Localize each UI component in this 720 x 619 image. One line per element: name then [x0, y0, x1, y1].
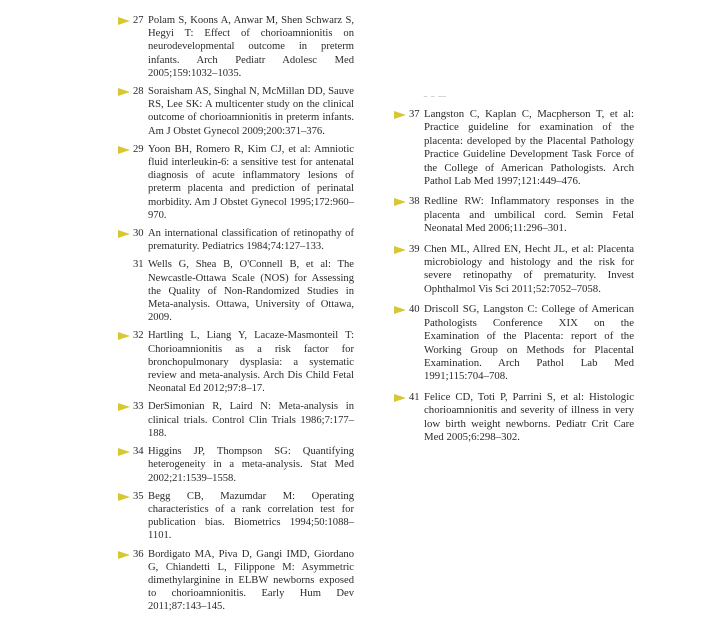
reference-text: Soraisham AS, Singhal N, McMillan DD, Sauve RS, Lee SK: A multicenter study on the clinical outcome of chorioamnionitis in preterm infants. Am J Obstet Gynecol 2009;200:371–376.: [148, 86, 354, 137]
reference-item-27: [118, 14, 354, 80]
reference-number: 30: [133, 228, 144, 240]
reference-text: Begg CB, Mazumdar M: Operating characteristics of a rank correlation test for publication bias. Biometrics 1994;50:1088–1101.: [148, 490, 354, 542]
arrow-bullet-icon: [118, 88, 130, 96]
reference-text: Driscoll SG, Langston C: College of American Pathologists Conference XIX on the Examination of the Placenta: report of the Working Group on Methods for Placental Examination. Arch Pathol Lab Med 1991;115:704–708.: [424, 303, 634, 383]
arrow-bullet-icon: [118, 493, 130, 501]
arrow-bullet-icon: [394, 306, 406, 314]
reference-number: 41: [409, 391, 420, 403]
reference-number: 38: [409, 196, 420, 208]
reference-number: 39: [409, 243, 420, 255]
cut-off-line-fragment: ‾ ‾ ‾‾: [424, 96, 447, 106]
reference-text: Wells G, Shea B, O'Connell B, et al: The Newcastle-Ottawa Scale (NOS) for Assessing the Quality of Non-Randomized Studies in Meta-analysis. Ottawa, University of Ottawa, 2009.: [148, 259, 354, 324]
reference-item-35: [118, 490, 354, 543]
reference-item-37: [394, 108, 634, 188]
reference-text: Langston C, Kaplan C, Macpherson T, et al: Practice guideline for examination of the placenta: developed by the Placental Pathology Practice Guideline Development Task Force of the College of American Pathologists. Arch Pathol Lab Med 1997;121:449–476.: [424, 108, 634, 188]
reference-item-30: [118, 227, 354, 253]
reference-text: Yoon BH, Romero R, Kim CJ, et al: Amniotic fluid interleukin-6: a sensitive test for antenatal diagnosis of acute inflammatory lesions of preterm placenta and prediction of perinatal morbidity. Am J Obstet Gynecol 1995;172:960–970.: [148, 143, 354, 221]
arrow-bullet-icon: [394, 394, 406, 402]
reference-item-28: [118, 85, 354, 138]
reference-number: 37: [409, 109, 420, 120]
reference-item-36: [118, 548, 354, 614]
reference-item-34: [118, 445, 354, 485]
reference-item-39: [394, 243, 634, 297]
reference-item-29: [118, 143, 354, 222]
arrow-bullet-icon: [118, 448, 130, 456]
reference-item-32: [118, 329, 354, 395]
reference-text: Polam S, Koons A, Anwar M, Shen Schwarz S, Hegyi T: Effect of chorioamnionitis on neurodevelopmental outcome in preterm infants. Arch Pediatr Adolesc Med 2005;159:1032–1035.: [148, 15, 354, 79]
references-right-column: [394, 108, 634, 451]
reference-number: 32: [133, 330, 144, 342]
reference-text: Felice CD, Toti P, Parrini S, et al: Histologic chorioamnionitis and severity of illness in very low birth weight newborns. Pediatr Crit Care Med 2005;6:298–302.: [424, 390, 634, 443]
reference-number: 29: [133, 143, 144, 155]
arrow-bullet-icon: [118, 551, 130, 559]
reference-number: 35: [133, 490, 144, 502]
arrow-bullet-icon: [118, 403, 130, 411]
arrow-bullet-icon: [118, 146, 130, 154]
arrow-bullet-icon: [118, 17, 130, 25]
arrow-bullet-icon: [118, 332, 130, 340]
reference-number: 40: [409, 304, 420, 316]
reference-item-31: [118, 258, 354, 324]
reference-number: 33: [133, 401, 144, 413]
arrow-bullet-icon: [394, 198, 406, 206]
reference-text: An international classification of retinopathy of prematurity. Pediatrics 1984;74:127–133.: [148, 228, 354, 253]
reference-number: 28: [133, 86, 144, 98]
references-left-column: [118, 14, 354, 619]
reference-item-41: [394, 391, 634, 445]
reference-item-38: [394, 195, 634, 235]
reference-text: Redline RW: Inflammatory responses in the placenta and umbilical cord. Semin Fetal Neonatal Med 2006;11:296–301.: [424, 195, 634, 235]
arrow-bullet-icon: [394, 246, 406, 254]
reference-number: 31: [133, 259, 144, 271]
reference-item-40: [394, 303, 634, 383]
reference-text: Bordigato MA, Piva D, Gangi IMD, Giordano G, Chiandetti L, Filippone M: Asymmetric dimethylarginine in ELBW newborns exposed to chorioamnionitis. Early Hum Dev 2011;87:143–145.: [148, 548, 354, 613]
arrow-bullet-icon: [394, 111, 406, 119]
reference-item-33: [118, 400, 354, 440]
reference-number: 34: [133, 446, 144, 458]
reference-number: 27: [133, 15, 144, 26]
reference-number: 36: [133, 548, 144, 560]
reference-text: Chen ML, Allred EN, Hecht JL, et al: Placenta microbiology and histology and the risk for severe retinopathy of prematurity. Invest Ophthalmol Vis Sci 2011;52:7052–7058.: [424, 242, 634, 295]
reference-text: Higgins JP, Thompson SG: Quantifying heterogeneity in a meta-analysis. Stat Med 2002;21:1539–1558.: [148, 446, 354, 484]
arrow-bullet-icon: [118, 230, 130, 238]
reference-text: DerSimonian R, Laird N: Meta-analysis in clinical trials. Control Clin Trials 1986;7:177–188.: [148, 401, 354, 439]
reference-text: Hartling L, Liang Y, Lacaze-Masmonteil T: Chorioamnionitis as a risk factor for bronchopulmonary dysplasia: a systematic review and meta-analysis. Arch Dis Child Fetal Neonatal Ed 2012;97:8–17.: [148, 330, 354, 395]
